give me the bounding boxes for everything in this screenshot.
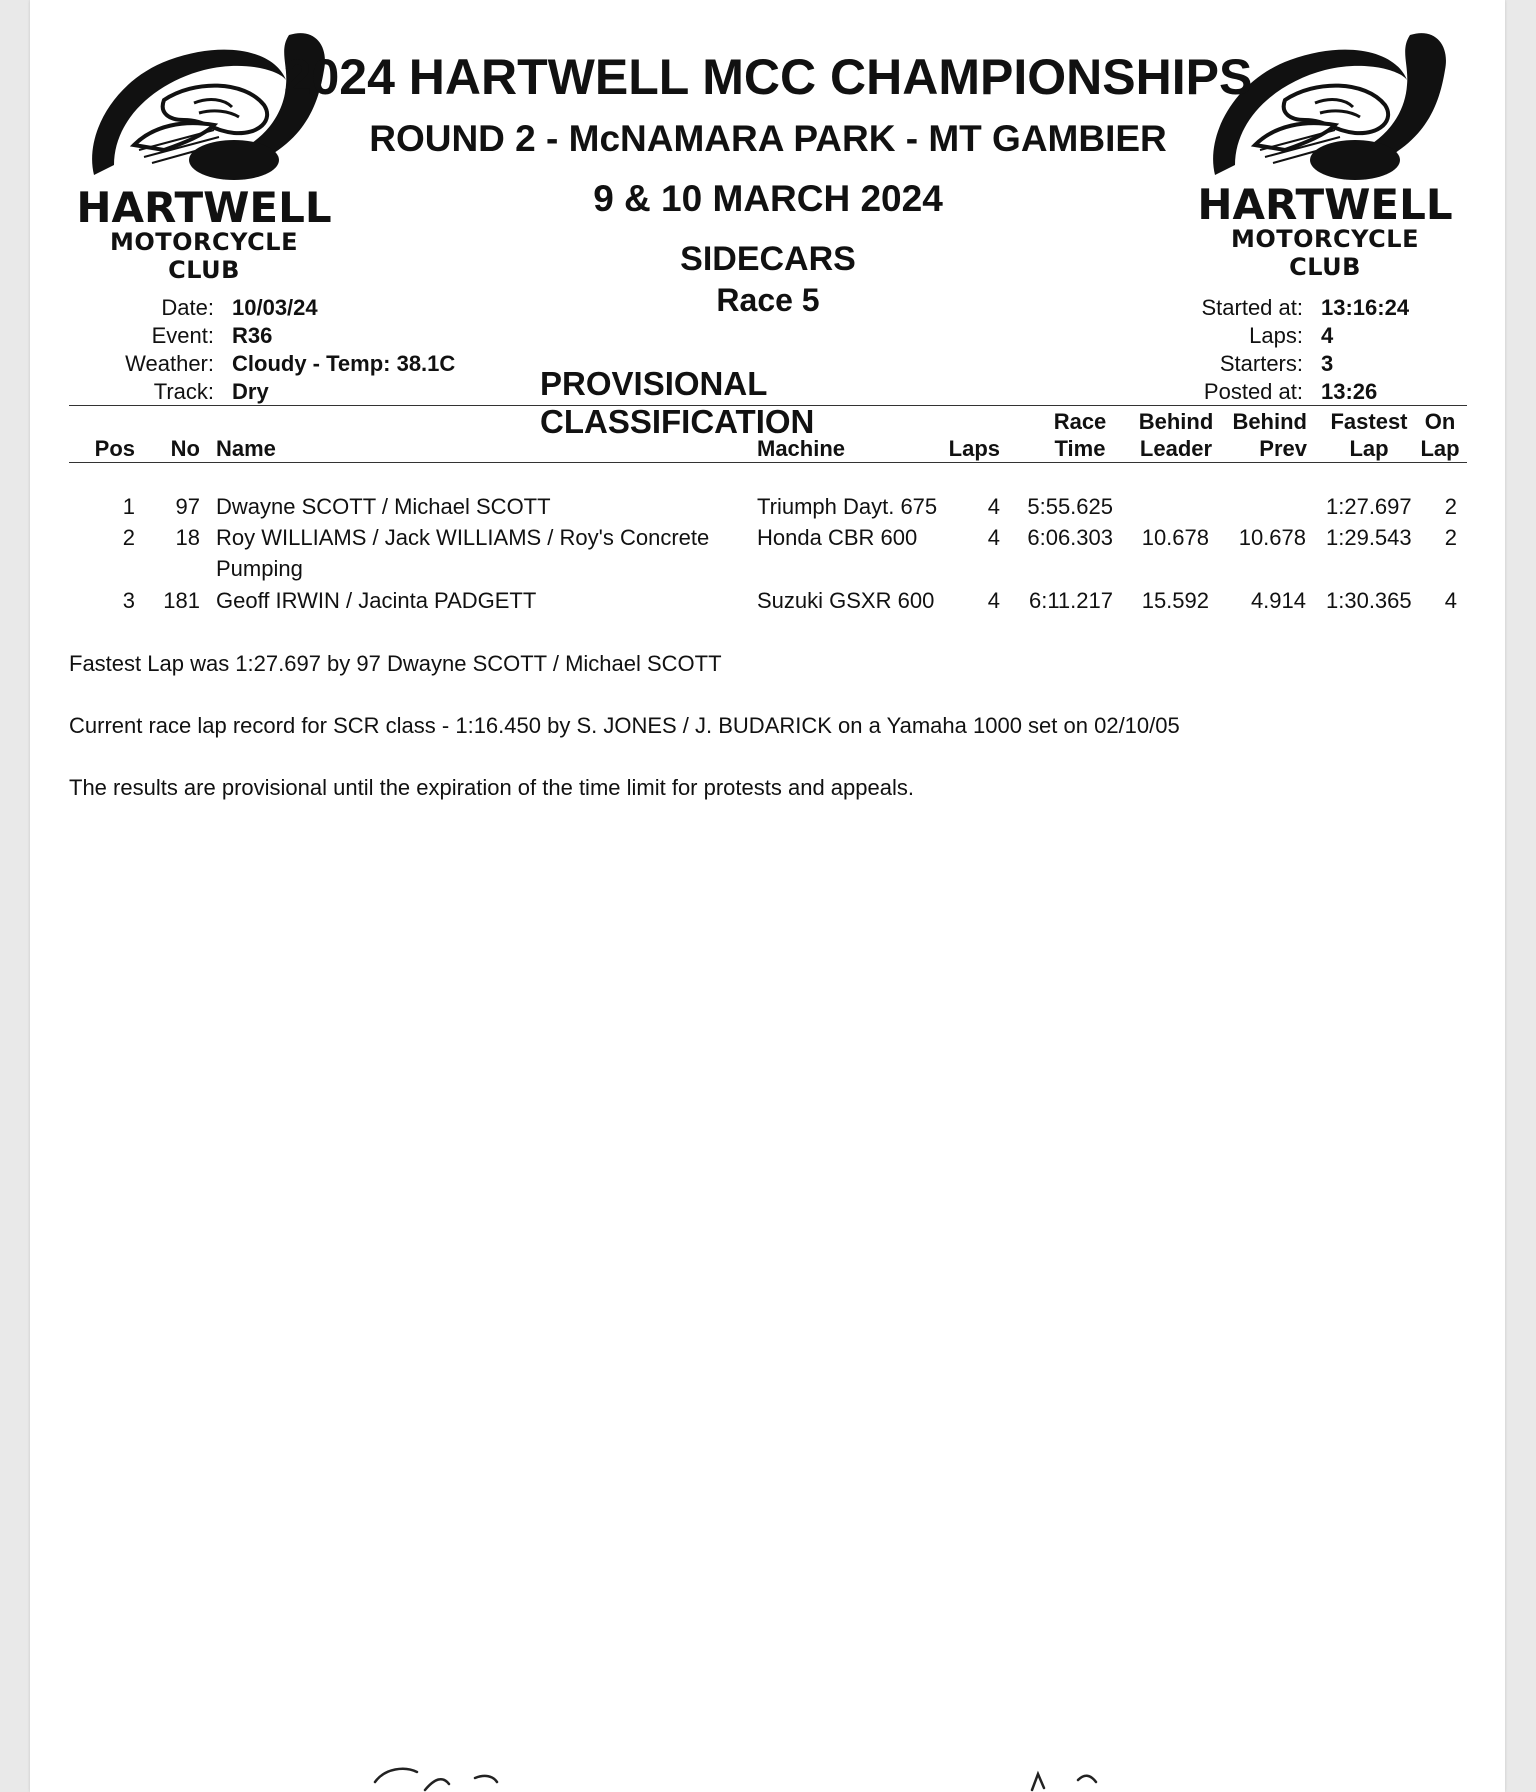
col-behind-leader-header-1: Behind [1138,409,1214,434]
race-class: SIDECARS [680,240,856,278]
cell-fastest-lap: 1:29.543 [1326,525,1412,550]
info-laps: Laps: 4 [1249,323,1334,348]
col-behind-prev-header-2: Prev [1259,436,1307,461]
cell-no: 18 [175,525,200,550]
col-on-lap-header-1: On [1424,409,1456,434]
info-starters: Starters: 3 [1219,351,1334,376]
col-behind-prev-header-1: Behind [1232,409,1307,434]
cell-race-time: 5:55.625 [1027,494,1113,519]
cell-on-lap: 4 [1444,588,1457,613]
cell-fastest-lap: 1:30.365 [1326,588,1412,613]
cell-machine: Suzuki GSXR 600 [757,588,935,613]
cell-laps: 4 [987,525,1000,550]
cell-behind-leader: 10.678 [1141,525,1209,550]
col-on-lap-header-2: Lap [1420,436,1460,461]
signature-left [365,1760,545,1792]
race-info-left [100,294,455,406]
cell-pos: 1 [122,494,135,519]
cell-no: 181 [163,588,200,613]
cell-behind-prev: 4.914 [1250,588,1306,613]
info-track: Track: Dry [153,379,269,404]
cell-no: 97 [175,494,200,519]
round-title: ROUND 2 - McNAMARA PARK - MT GAMBIER [369,118,1167,159]
club-logo-subtitle: MOTORCYCLE CLUB [110,228,298,284]
cell-laps: 4 [987,494,1000,519]
info-weather: Weather: Cloudy - Temp: 38.1C [125,351,456,376]
lap-record-note: Current race lap record for SCR class - 1:16.450 by S. JONES / J. BUDARICK on a Yamaha 1000 set on 02/10/05 [69,713,1180,738]
col-pos-header: Pos [94,436,135,461]
race-number: Race 5 [716,282,820,318]
cell-pos: 3 [122,588,135,613]
table-top-rule [69,405,1467,406]
race-info-right [1180,294,1409,406]
signature-right [1020,1760,1140,1792]
provisional-note: The results are provisional until the expiration of the time limit for protests and appeals. [69,775,914,800]
col-race-time-header-2: Time [1054,436,1106,461]
col-no-header: No [170,436,200,461]
col-fastest-lap-header-2: Lap [1349,436,1389,461]
col-name-header: Name [216,436,276,461]
cell-behind-prev: 10.678 [1238,525,1306,550]
cell-name: Roy WILLIAMS / Jack WILLIAMS / Roy's Concrete [216,525,710,550]
cell-name-continued: Pumping [216,556,303,581]
col-race-time-header-1: Race [1053,409,1107,434]
cell-machine: Triumph Dayt. 675 [757,494,938,519]
info-started-at: Started at: 13:16:24 [1201,295,1410,320]
info-posted-at: Posted at: 13:26 [1203,379,1378,404]
col-laps-header: Laps [948,436,1000,461]
cell-on-lap: 2 [1444,525,1457,550]
col-behind-leader-header-2: Leader [1139,436,1213,461]
info-date: Date: 10/03/24 [161,295,318,320]
event-dates: 9 & 10 MARCH 2024 [593,178,943,219]
col-fastest-lap-header-1: Fastest [1330,409,1408,434]
club-logo-subtitle: MOTORCYCLE CLUB [1231,225,1419,281]
cell-fastest-lap: 1:27.697 [1326,494,1412,519]
cell-behind-leader: 15.592 [1141,588,1209,613]
cell-name: Dwayne SCOTT / Michael SCOTT [216,494,551,519]
fastest-lap-note: Fastest Lap was 1:27.697 by 97 Dwayne SCOTT / Michael SCOTT [69,651,722,676]
cell-machine: Honda CBR 600 [757,525,918,550]
cell-race-time: 6:11.217 [1028,588,1113,613]
cell-laps: 4 [987,588,1000,613]
col-machine-header: Machine [757,436,846,461]
info-event: Event: R36 [151,323,273,348]
cell-name: Geoff IRWIN / Jacinta PADGETT [216,588,537,613]
cell-on-lap: 2 [1444,494,1457,519]
club-logo-name: HARTWELL [1197,180,1453,229]
classification-title: PROVISIONAL CLASSIFICATION [540,365,815,440]
championship-title: 2024 HARTWELL MCC CHAMPIONSHIPS [283,49,1253,105]
club-logo-name: HARTWELL [76,183,332,232]
cell-pos: 2 [122,525,135,550]
cell-race-time: 6:06.303 [1027,525,1113,550]
